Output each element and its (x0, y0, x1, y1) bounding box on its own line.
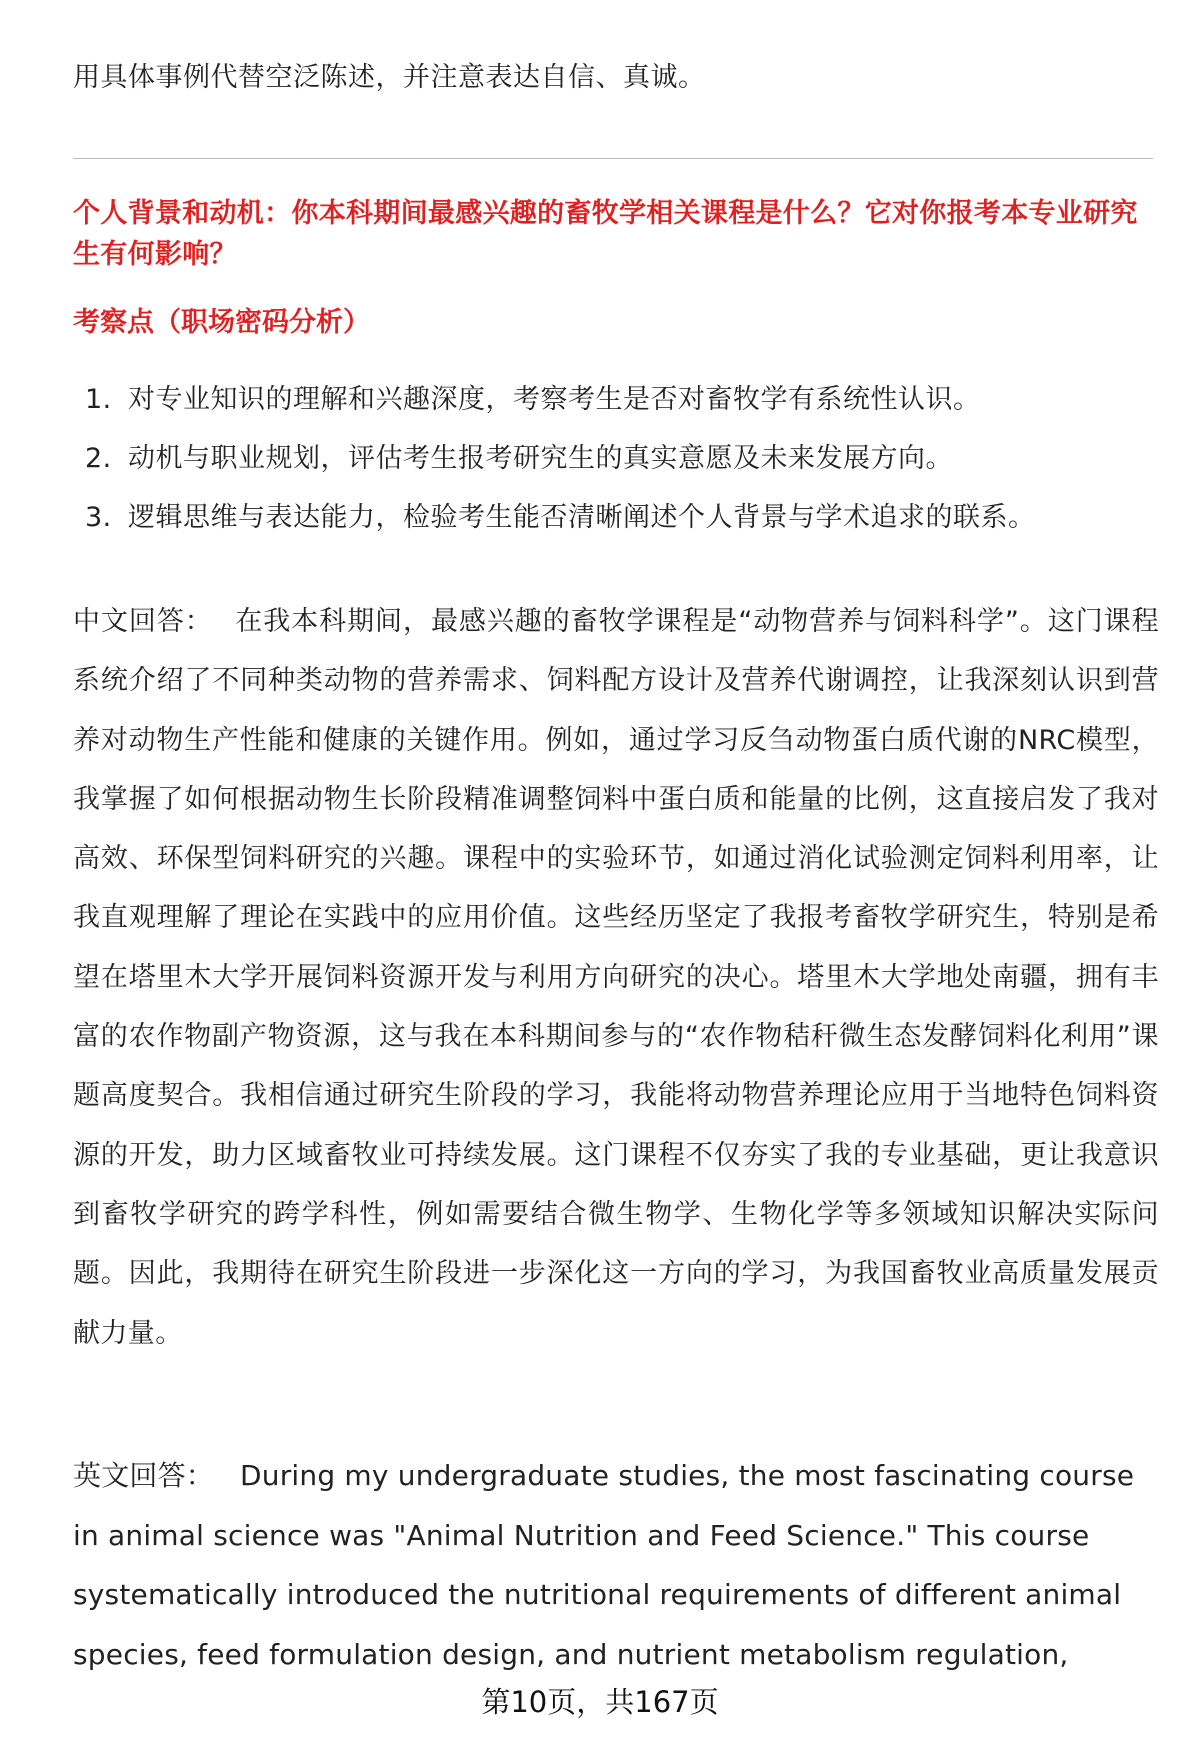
chinese-answer-paragraph (73, 592, 1159, 1363)
english-answer-text: During my undergraduate studies, the most fascinating course in animal science was "Animal Nutrition and Feed Science." This course systematically introduced the nutritional requirements of different animal species, feed formulation design, and nutrient metabolism regulation, (73, 1459, 1135, 1671)
analysis-points-list (73, 380, 1153, 557)
list-item-number: 2. (85, 443, 112, 474)
chinese-answer-text: 在我本科期间，最感兴趣的畜牧学课程是“动物营养与饲料科学”。这门课程系统介绍了不同种类动物的营养需求、饲料配方设计及营养代谢调控，让我深刻认识到营养对动物生产性能和健康的关键作用。例如，通过学习反刍动物蛋白质代谢的NRC模型，我掌握了如何根据动物生长阶段精准调整饲料中蛋白质和能量的比例，这直接启发了我对高效、环保型饲料研究的兴趣。课程中的实验环节，如通过消化试验测定饲料利用率，让我直观理解了理论在实践中的应用价值。这些经历坚定了我报考畜牧学研究生，特别是希望在塔里木大学开展饲料资源开发与利用方向研究的决心。塔里木大学地处南疆，拥有丰富的农作物副产物资源，这与我在本科期间参与的“农作物秸秆微生态发酵饲料化利用”课题高度契合。我相信通过研究生阶段的学习，我能将动物营养理论应用于当地特色饲料资源的开发，助力区域畜牧业可持续发展。这门课程不仅夯实了我的专业基础，更让我意识到畜牧学研究的跨学科性，例如需要结合微生物学、生物化学等多领域知识解决实际问题。因此，我期待在研究生阶段进一步深化这一方向的学习，为我国畜牧业高质量发展贡献力量。 (73, 606, 1159, 1349)
list-item (73, 439, 1153, 479)
list-item-number: 3. (85, 502, 112, 533)
question-heading: 个人背景和动机：你本科期间最感兴趣的畜牧学相关课程是什么？它对你报考本专业研究生有何影响？ (73, 198, 1138, 270)
list-item (73, 498, 1153, 538)
english-answer-paragraph (73, 1446, 1163, 1684)
chinese-answer-label: 中文回答： (73, 606, 213, 637)
english-answer-label: 英文回答： (73, 1459, 215, 1492)
list-item-text: 动机与职业规划，评估考生报考研究生的真实意愿及未来发展方向。 (128, 443, 953, 474)
list-item-number: 1. (85, 384, 112, 415)
list-item-text: 逻辑思维与表达能力，检验考生能否清晰阐述个人背景与学术追求的联系。 (128, 502, 1036, 533)
intro-text: 用具体事例代替空泛陈述，并注意表达自信、真诚。 (73, 62, 706, 93)
list-item (73, 380, 1153, 420)
analysis-heading: 考察点（职场密码分析） (73, 307, 370, 338)
section-divider (73, 158, 1153, 159)
page-number-footer: 第10页，共167页 (481, 1685, 719, 1719)
list-item-text: 对专业知识的理解和兴趣深度，考察考生是否对畜牧学有系统性认识。 (128, 384, 981, 415)
